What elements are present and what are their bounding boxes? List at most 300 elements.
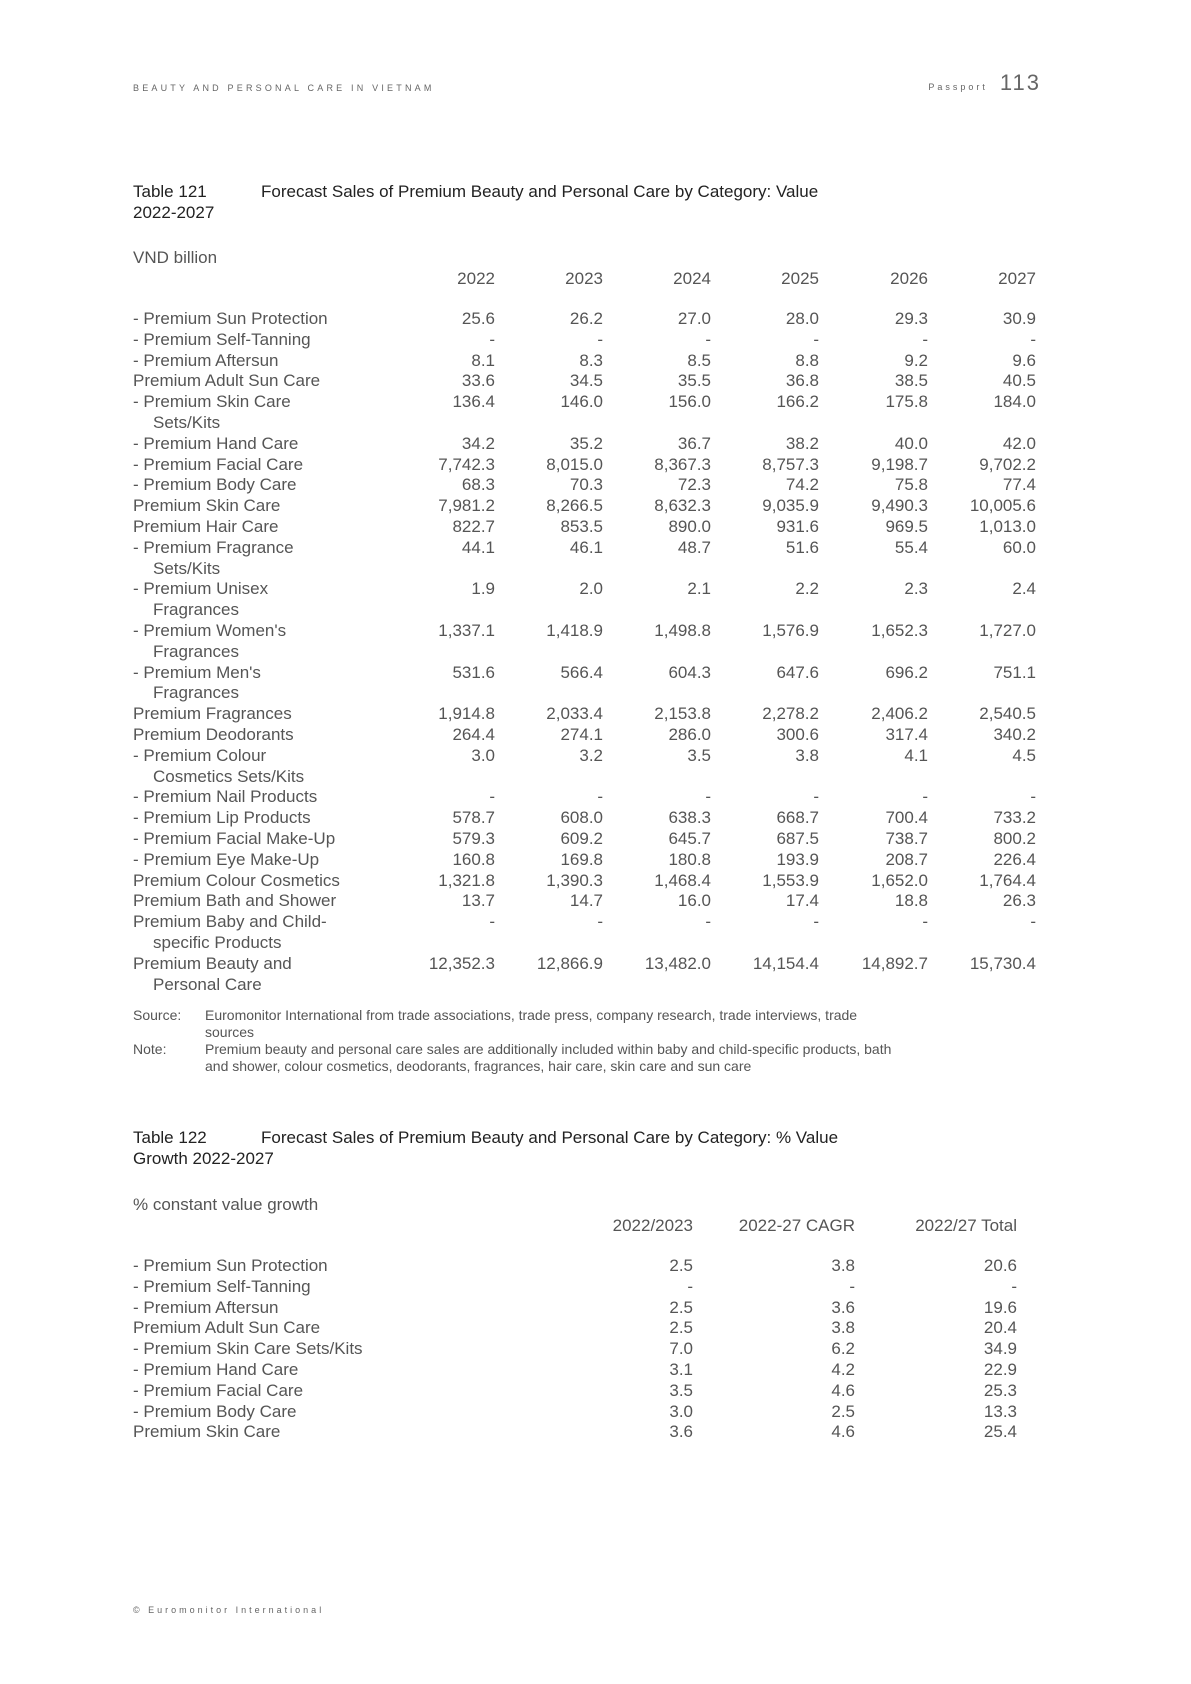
cell-value: - bbox=[489, 787, 495, 807]
cell-value: 579.3 bbox=[452, 828, 495, 848]
cell-value: 160.8 bbox=[452, 849, 495, 869]
row-label-text: - Premium Facial Care bbox=[133, 1380, 304, 1400]
table-row bbox=[133, 871, 1036, 892]
row-label bbox=[133, 1422, 560, 1443]
table-row bbox=[133, 663, 1036, 705]
cell-value: 264.4 bbox=[452, 724, 495, 744]
cell-value: 3.2 bbox=[579, 745, 603, 765]
row-label bbox=[133, 371, 395, 392]
cell-value: 15,730.4 bbox=[969, 953, 1036, 973]
cell-value: 146.0 bbox=[560, 392, 603, 412]
table-row bbox=[133, 1360, 1017, 1381]
cell-value: 136.4 bbox=[452, 392, 495, 412]
cell-value: 14,892.7 bbox=[861, 953, 928, 973]
cell-value: 2,033.4 bbox=[546, 704, 603, 724]
cell-value: 8.5 bbox=[687, 350, 711, 370]
table-row bbox=[133, 829, 1036, 850]
cell-value: 1,764.4 bbox=[979, 870, 1036, 890]
row-label bbox=[133, 891, 395, 912]
cell-value: - bbox=[849, 1276, 855, 1296]
cell-value: 60.0 bbox=[1002, 537, 1036, 557]
cell-value: 175.8 bbox=[885, 392, 928, 412]
table-row bbox=[133, 1277, 1017, 1298]
table-row bbox=[133, 330, 1036, 351]
table-122-unit: % constant value growth bbox=[133, 1195, 319, 1214]
row-label-continuation: Sets/Kits bbox=[153, 412, 221, 432]
table-row bbox=[133, 746, 1036, 788]
table-121-col-header: 2025 bbox=[781, 269, 819, 288]
cell-value: - bbox=[687, 1276, 693, 1296]
cell-value: 18.8 bbox=[894, 891, 928, 911]
row-label-text: Premium Adult Sun Care bbox=[133, 1318, 321, 1338]
cell-value: 2,540.5 bbox=[979, 704, 1036, 724]
page-indicator bbox=[928, 70, 1041, 96]
row-label-text: - Premium Colour bbox=[133, 745, 267, 765]
cell-value: 8,367.3 bbox=[654, 454, 711, 474]
cell-value: 208.7 bbox=[885, 849, 928, 869]
row-label bbox=[133, 704, 395, 725]
cell-value: - bbox=[813, 912, 819, 932]
cell-value: 578.7 bbox=[452, 808, 495, 828]
cell-value: 340.2 bbox=[993, 724, 1036, 744]
row-label bbox=[133, 725, 395, 746]
cell-value: 8.3 bbox=[579, 350, 603, 370]
cell-value: 3.6 bbox=[831, 1297, 855, 1317]
cell-value: 9,198.7 bbox=[871, 454, 928, 474]
table-122-title bbox=[133, 1127, 838, 1169]
table-122-col-header: 2022/2023 bbox=[612, 1216, 693, 1235]
cell-value: 4.6 bbox=[831, 1380, 855, 1400]
row-label-text: - Premium Aftersun bbox=[133, 350, 279, 370]
row-label-text: - Premium Self-Tanning bbox=[133, 1276, 311, 1296]
table-121-col-header: 2026 bbox=[890, 269, 928, 288]
cell-value: 33.6 bbox=[461, 371, 495, 391]
row-label bbox=[133, 829, 395, 850]
table-row bbox=[133, 704, 1036, 725]
row-label bbox=[133, 850, 395, 871]
cell-value: 8,632.3 bbox=[654, 496, 711, 516]
cell-value: - bbox=[597, 912, 603, 932]
cell-value: 4.2 bbox=[831, 1359, 855, 1379]
cell-value: - bbox=[1011, 1276, 1017, 1296]
cell-value: 3.0 bbox=[471, 745, 495, 765]
cell-value: 184.0 bbox=[993, 392, 1036, 412]
cell-value: 68.3 bbox=[461, 475, 495, 495]
note-row bbox=[133, 1041, 895, 1075]
cell-value: 35.2 bbox=[569, 433, 603, 453]
page-number: 113 bbox=[999, 70, 1041, 95]
table-row bbox=[133, 912, 1036, 954]
row-label-text: Premium Fragrances bbox=[133, 704, 292, 724]
cell-value: 72.3 bbox=[677, 475, 711, 495]
cell-value: - bbox=[489, 912, 495, 932]
cell-value: 1,914.8 bbox=[438, 704, 495, 724]
row-label-text: - Premium Women's bbox=[133, 620, 287, 640]
row-label bbox=[133, 351, 395, 372]
row-label bbox=[133, 309, 395, 330]
cell-value: 7,981.2 bbox=[438, 496, 495, 516]
cell-value: 687.5 bbox=[776, 828, 819, 848]
cell-value: 2,153.8 bbox=[654, 704, 711, 724]
cell-value: 12,352.3 bbox=[428, 953, 495, 973]
cell-value: 26.3 bbox=[1002, 891, 1036, 911]
table-122-title-text: Forecast Sales of Premium Beauty and Personal Care by Category: % Value bbox=[261, 1128, 839, 1147]
row-label-text: Premium Beauty and bbox=[133, 953, 292, 973]
cell-value: 13,482.0 bbox=[644, 953, 711, 973]
table-row bbox=[133, 787, 1036, 808]
cell-value: 2.2 bbox=[795, 579, 819, 599]
table-row bbox=[133, 475, 1036, 496]
table-row bbox=[133, 1339, 1017, 1360]
table-121-title-years: 2022-2027 bbox=[133, 203, 215, 222]
row-label-text: - Premium Aftersun bbox=[133, 1297, 279, 1317]
cell-value: 1,321.8 bbox=[438, 870, 495, 890]
note-label: Note: bbox=[133, 1041, 167, 1057]
cell-value: 19.6 bbox=[983, 1297, 1017, 1317]
cell-value: 8.8 bbox=[795, 350, 819, 370]
row-label bbox=[133, 517, 395, 538]
row-label bbox=[133, 330, 395, 351]
table-row bbox=[133, 1318, 1017, 1339]
cell-value: 42.0 bbox=[1002, 433, 1036, 453]
table-122-title-years: Growth 2022-2027 bbox=[133, 1149, 274, 1168]
cell-value: 3.5 bbox=[687, 745, 711, 765]
table-row bbox=[133, 434, 1036, 455]
cell-value: 890.0 bbox=[668, 516, 711, 536]
cell-value: 180.8 bbox=[668, 849, 711, 869]
table-121-title bbox=[133, 181, 818, 223]
cell-value: 4.6 bbox=[831, 1422, 855, 1442]
cell-value: - bbox=[813, 787, 819, 807]
cell-value: 1,418.9 bbox=[546, 620, 603, 640]
cell-value: 2.0 bbox=[579, 579, 603, 599]
table-row bbox=[133, 850, 1036, 871]
table-122-number: Table 122 bbox=[133, 1128, 207, 1147]
cell-value: - bbox=[1030, 787, 1036, 807]
cell-value: - bbox=[597, 329, 603, 349]
table-row bbox=[133, 1381, 1017, 1402]
cell-value: 274.1 bbox=[560, 724, 603, 744]
table-121-col-header: 2027 bbox=[998, 269, 1036, 288]
source-label: Source: bbox=[133, 1007, 182, 1023]
row-label-text: - Premium Skin Care bbox=[133, 392, 291, 412]
cell-value: 48.7 bbox=[677, 537, 711, 557]
cell-value: 12,866.9 bbox=[536, 953, 603, 973]
cell-value: 51.6 bbox=[785, 537, 819, 557]
cell-value: 1,337.1 bbox=[438, 620, 495, 640]
cell-value: 1,390.3 bbox=[546, 870, 603, 890]
cell-value: 7,742.3 bbox=[438, 454, 495, 474]
row-label-continuation: Fragrances bbox=[153, 683, 239, 703]
cell-value: 2.1 bbox=[687, 579, 711, 599]
row-label-continuation: Personal Care bbox=[153, 974, 262, 994]
table-row bbox=[133, 954, 1036, 996]
row-label-text: - Premium Men's bbox=[133, 662, 261, 682]
row-label bbox=[133, 954, 395, 996]
cell-value: 2.5 bbox=[669, 1318, 693, 1338]
cell-value: 40.0 bbox=[894, 433, 928, 453]
table-row bbox=[133, 579, 1036, 621]
cell-value: 604.3 bbox=[668, 662, 711, 682]
table-row bbox=[133, 1422, 1017, 1443]
note-text: Premium beauty and personal care sales are additionally included within baby and child-specific products, bath and shower, colour cosmetics, deodorants, fragrances, hair care, skin care and sun care bbox=[205, 1041, 892, 1074]
table-row bbox=[133, 1298, 1017, 1319]
cell-value: 27.0 bbox=[677, 309, 711, 328]
cell-value: 931.6 bbox=[776, 516, 819, 536]
table-121-notes bbox=[133, 1007, 895, 1075]
row-label-text: - Premium Body Care bbox=[133, 1401, 297, 1421]
table-row bbox=[133, 351, 1036, 372]
cell-value: 4.5 bbox=[1012, 745, 1036, 765]
cell-value: 696.2 bbox=[885, 662, 928, 682]
cell-value: 2.4 bbox=[1012, 579, 1036, 599]
row-label-text: Premium Skin Care bbox=[133, 496, 281, 516]
cell-value: 1,498.8 bbox=[654, 620, 711, 640]
table-121-unit: VND billion bbox=[133, 248, 218, 267]
row-label-text: Premium Bath and Shower bbox=[133, 891, 337, 911]
row-label-text: - Premium Unisex bbox=[133, 579, 269, 599]
cell-value: 74.2 bbox=[785, 475, 819, 495]
row-label-text: - Premium Hand Care bbox=[133, 1359, 299, 1379]
cell-value: - bbox=[705, 912, 711, 932]
row-label-text: Premium Skin Care bbox=[133, 1422, 281, 1442]
cell-value: - bbox=[813, 329, 819, 349]
row-label-continuation: Fragrances bbox=[153, 600, 239, 620]
table-row bbox=[133, 538, 1036, 580]
row-label bbox=[133, 496, 395, 517]
row-label-text: Premium Colour Cosmetics bbox=[133, 870, 340, 890]
table-row bbox=[133, 891, 1036, 912]
cell-value: 3.8 bbox=[795, 745, 819, 765]
cell-value: 44.1 bbox=[461, 537, 495, 557]
cell-value: 647.6 bbox=[776, 662, 819, 682]
cell-value: 9,702.2 bbox=[979, 454, 1036, 474]
cell-value: 8,015.0 bbox=[546, 454, 603, 474]
table-row bbox=[133, 496, 1036, 517]
cell-value: 733.2 bbox=[993, 808, 1036, 828]
table-row bbox=[133, 1402, 1017, 1423]
table-row bbox=[133, 392, 1036, 434]
cell-value: 9,490.3 bbox=[871, 496, 928, 516]
cell-value: 853.5 bbox=[560, 516, 603, 536]
row-label bbox=[133, 1339, 560, 1360]
cell-value: - bbox=[922, 787, 928, 807]
table-121-title-text: Forecast Sales of Premium Beauty and Personal Care by Category: Value bbox=[261, 182, 819, 201]
cell-value: 10,005.6 bbox=[969, 496, 1036, 516]
table-122-col-header: 2022-27 CAGR bbox=[738, 1216, 855, 1235]
cell-value: 36.7 bbox=[677, 433, 711, 453]
cell-value: 2,406.2 bbox=[871, 704, 928, 724]
cell-value: - bbox=[1030, 912, 1036, 932]
table-row bbox=[133, 309, 1036, 330]
row-label bbox=[133, 663, 395, 705]
cell-value: 34.9 bbox=[983, 1339, 1017, 1359]
table-row bbox=[133, 517, 1036, 538]
row-label-continuation: Cosmetics Sets/Kits bbox=[153, 766, 305, 786]
row-label-text: - Premium Facial Make-Up bbox=[133, 828, 336, 848]
cell-value: - bbox=[705, 787, 711, 807]
cell-value: 17.4 bbox=[785, 891, 819, 911]
cell-value: 700.4 bbox=[885, 808, 928, 828]
table-121-col-header: 2024 bbox=[673, 269, 711, 288]
cell-value: 2.5 bbox=[669, 1297, 693, 1317]
table-row bbox=[133, 455, 1036, 476]
cell-value: 1,652.3 bbox=[871, 620, 928, 640]
cell-value: 20.6 bbox=[983, 1256, 1017, 1275]
cell-value: - bbox=[922, 329, 928, 349]
cell-value: - bbox=[489, 329, 495, 349]
cell-value: 9.6 bbox=[1012, 350, 1036, 370]
cell-value: 40.5 bbox=[1002, 371, 1036, 391]
cell-value: 2.5 bbox=[669, 1256, 693, 1275]
cell-value: 645.7 bbox=[668, 828, 711, 848]
cell-value: 28.0 bbox=[785, 309, 819, 328]
cell-value: 3.8 bbox=[831, 1318, 855, 1338]
cell-value: - bbox=[1030, 329, 1036, 349]
cell-value: 226.4 bbox=[993, 849, 1036, 869]
cell-value: 608.0 bbox=[560, 808, 603, 828]
row-label bbox=[133, 1298, 560, 1319]
cell-value: 34.5 bbox=[569, 371, 603, 391]
cell-value: 1,727.0 bbox=[979, 620, 1036, 640]
cell-value: 9.2 bbox=[904, 350, 928, 370]
cell-value: 26.2 bbox=[569, 309, 603, 328]
row-label-text: Premium Adult Sun Care bbox=[133, 371, 321, 391]
footer-copyright: © Euromonitor International bbox=[133, 1605, 325, 1615]
cell-value: 30.9 bbox=[1002, 309, 1036, 328]
cell-value: - bbox=[705, 329, 711, 349]
cell-value: 8,757.3 bbox=[762, 454, 819, 474]
row-label bbox=[133, 787, 395, 808]
row-label-text: - Premium Lip Products bbox=[133, 808, 311, 828]
row-label-text: Premium Baby and Child- bbox=[133, 912, 327, 932]
row-label-text: - Premium Nail Products bbox=[133, 787, 318, 807]
row-label bbox=[133, 579, 395, 621]
row-label-text: - Premium Sun Protection bbox=[133, 1256, 328, 1275]
passport-label: Passport bbox=[928, 82, 988, 92]
cell-value: 2.5 bbox=[831, 1401, 855, 1421]
cell-value: 4.1 bbox=[904, 745, 928, 765]
cell-value: 29.3 bbox=[894, 309, 928, 328]
cell-value: 969.5 bbox=[885, 516, 928, 536]
source-text: Euromonitor International from trade associations, trade press, company research, trade interviews, trade sources bbox=[205, 1007, 858, 1040]
table-122 bbox=[133, 1256, 1017, 1443]
cell-value: 20.4 bbox=[983, 1318, 1017, 1338]
row-label bbox=[133, 392, 395, 434]
row-label bbox=[133, 746, 395, 788]
row-label bbox=[133, 1256, 560, 1277]
row-label bbox=[133, 871, 395, 892]
row-label bbox=[133, 434, 395, 455]
cell-value: 286.0 bbox=[668, 724, 711, 744]
cell-value: 3.1 bbox=[669, 1359, 693, 1379]
table-row bbox=[133, 1256, 1017, 1277]
cell-value: 156.0 bbox=[668, 392, 711, 412]
cell-value: 166.2 bbox=[776, 392, 819, 412]
row-label-text: - Premium Facial Care bbox=[133, 454, 304, 474]
row-label bbox=[133, 1360, 560, 1381]
cell-value: 3.0 bbox=[669, 1401, 693, 1421]
cell-value: 1,652.0 bbox=[871, 870, 928, 890]
cell-value: 8.1 bbox=[471, 350, 495, 370]
source-row bbox=[133, 1007, 895, 1041]
cell-value: 16.0 bbox=[677, 891, 711, 911]
cell-value: 193.9 bbox=[776, 849, 819, 869]
cell-value: 2.3 bbox=[904, 579, 928, 599]
row-label-continuation: Fragrances bbox=[153, 641, 239, 661]
row-label-text: - Premium Self-Tanning bbox=[133, 329, 311, 349]
cell-value: 14,154.4 bbox=[752, 953, 819, 973]
cell-value: 1,553.9 bbox=[762, 870, 819, 890]
cell-value: 38.5 bbox=[894, 371, 928, 391]
row-label-text: - Premium Hand Care bbox=[133, 433, 299, 453]
row-label bbox=[133, 1402, 560, 1423]
cell-value: 77.4 bbox=[1002, 475, 1036, 495]
row-label bbox=[133, 1318, 560, 1339]
cell-value: 566.4 bbox=[560, 662, 603, 682]
table-122-col-header: 2022/27 Total bbox=[915, 1216, 1017, 1235]
cell-value: 9,035.9 bbox=[762, 496, 819, 516]
table-row bbox=[133, 371, 1036, 392]
cell-value: - bbox=[597, 787, 603, 807]
cell-value: 822.7 bbox=[452, 516, 495, 536]
cell-value: 13.7 bbox=[461, 891, 495, 911]
cell-value: 609.2 bbox=[560, 828, 603, 848]
cell-value: 3.5 bbox=[669, 1380, 693, 1400]
table-121-col-header: 2023 bbox=[565, 269, 603, 288]
cell-value: 300.6 bbox=[776, 724, 819, 744]
cell-value: 14.7 bbox=[569, 891, 603, 911]
row-label bbox=[133, 538, 395, 580]
cell-value: 25.4 bbox=[983, 1422, 1017, 1442]
cell-value: 638.3 bbox=[668, 808, 711, 828]
row-label bbox=[133, 475, 395, 496]
row-label-text: - Premium Fragrance bbox=[133, 537, 294, 557]
cell-value: 25.6 bbox=[461, 309, 495, 328]
table-121 bbox=[133, 309, 1036, 995]
row-label bbox=[133, 1381, 560, 1402]
cell-value: 668.7 bbox=[776, 808, 819, 828]
cell-value: 36.8 bbox=[785, 371, 819, 391]
table-row bbox=[133, 808, 1036, 829]
cell-value: 38.2 bbox=[785, 433, 819, 453]
cell-value: 800.2 bbox=[993, 828, 1036, 848]
row-label-text: - Premium Skin Care Sets/Kits bbox=[133, 1339, 363, 1359]
table-row bbox=[133, 621, 1036, 663]
cell-value: 3.8 bbox=[831, 1256, 855, 1275]
row-label-text: - Premium Body Care bbox=[133, 475, 297, 495]
cell-value: 1,576.9 bbox=[762, 620, 819, 640]
cell-value: 1.9 bbox=[471, 579, 495, 599]
cell-value: 1,013.0 bbox=[979, 516, 1036, 536]
cell-value: 13.3 bbox=[983, 1401, 1017, 1421]
row-label-text: Premium Deodorants bbox=[133, 724, 294, 744]
row-label bbox=[133, 1277, 560, 1298]
cell-value: 751.1 bbox=[993, 662, 1036, 682]
cell-value: 55.4 bbox=[894, 537, 928, 557]
cell-value: 22.9 bbox=[983, 1359, 1017, 1379]
row-label bbox=[133, 912, 395, 954]
cell-value: 1,468.4 bbox=[654, 870, 711, 890]
cell-value: 46.1 bbox=[569, 537, 603, 557]
cell-value: 7.0 bbox=[669, 1339, 693, 1359]
row-label-continuation: Sets/Kits bbox=[153, 558, 221, 578]
cell-value: 25.3 bbox=[983, 1380, 1017, 1400]
cell-value: 70.3 bbox=[569, 475, 603, 495]
row-label bbox=[133, 455, 395, 476]
cell-value: 738.7 bbox=[885, 828, 928, 848]
cell-value: 34.2 bbox=[461, 433, 495, 453]
